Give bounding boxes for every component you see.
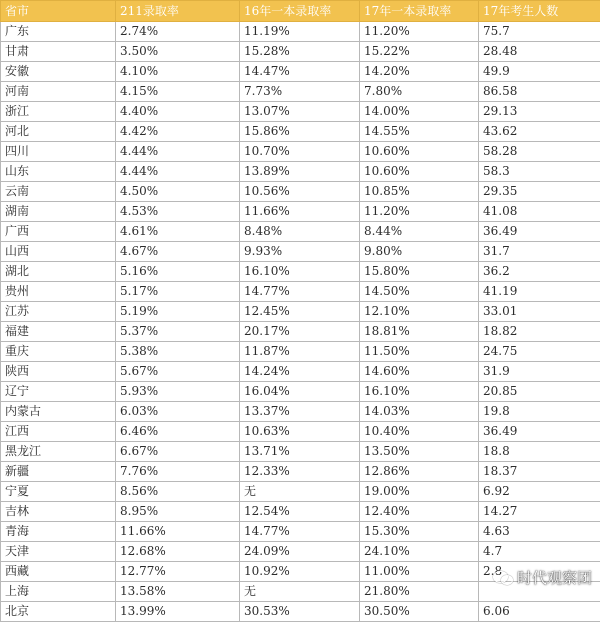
rate-2017-cell: 21.80%	[360, 582, 479, 602]
examinees-cell: 43.62	[479, 122, 600, 142]
rate-2017-cell: 24.10%	[360, 542, 479, 562]
rate-2017-cell: 7.80%	[360, 82, 479, 102]
rate-211-cell: 12.77%	[116, 562, 240, 582]
rate-211-cell: 8.95%	[116, 502, 240, 522]
rate-2016-cell: 9.93%	[240, 242, 360, 262]
rate-2016-cell: 12.33%	[240, 462, 360, 482]
rate-211-cell: 7.76%	[116, 462, 240, 482]
rate-211-cell: 5.17%	[116, 282, 240, 302]
rate-2017-cell: 11.20%	[360, 202, 479, 222]
table-row	[1, 182, 600, 202]
rate-2017-cell: 18.81%	[360, 322, 479, 342]
examinees-cell: 58.3	[479, 162, 600, 182]
rate-2016-cell: 12.54%	[240, 502, 360, 522]
province-cell: 河南	[1, 82, 116, 102]
rate-211-cell: 13.58%	[116, 582, 240, 602]
rate-2016-cell: 13.07%	[240, 102, 360, 122]
table-row	[1, 82, 600, 102]
province-cell: 天津	[1, 542, 116, 562]
rate-2016-cell: 7.73%	[240, 82, 360, 102]
column-header: 16年一本录取率	[240, 1, 360, 22]
province-cell: 宁夏	[1, 482, 116, 502]
rate-2016-cell: 无	[240, 582, 360, 602]
rate-2016-cell: 24.09%	[240, 542, 360, 562]
province-cell: 西藏	[1, 562, 116, 582]
rate-211-cell: 4.10%	[116, 62, 240, 82]
examinees-cell: 49.9	[479, 62, 600, 82]
watermark-text: 时代观察团	[517, 567, 592, 588]
examinees-cell: 19.8	[479, 402, 600, 422]
rate-2016-cell: 20.17%	[240, 322, 360, 342]
table-row	[1, 302, 600, 322]
rate-2016-cell: 11.87%	[240, 342, 360, 362]
rate-2017-cell: 30.50%	[360, 602, 479, 622]
table-row	[1, 442, 600, 462]
rate-2017-cell: 10.40%	[360, 422, 479, 442]
rate-2017-cell: 9.80%	[360, 242, 479, 262]
rate-2016-cell: 14.24%	[240, 362, 360, 382]
examinees-cell: 75.7	[479, 22, 600, 42]
examinees-cell: 18.82	[479, 322, 600, 342]
rate-211-cell: 2.74%	[116, 22, 240, 42]
province-cell: 福建	[1, 322, 116, 342]
rate-2017-cell: 10.60%	[360, 162, 479, 182]
province-cell: 安徽	[1, 62, 116, 82]
table-row	[1, 402, 600, 422]
rate-2017-cell: 13.50%	[360, 442, 479, 462]
examinees-cell: 24.75	[479, 342, 600, 362]
province-cell: 青海	[1, 522, 116, 542]
rate-2016-cell: 13.71%	[240, 442, 360, 462]
rate-2017-cell: 19.00%	[360, 482, 479, 502]
province-cell: 广西	[1, 222, 116, 242]
rate-2016-cell: 11.66%	[240, 202, 360, 222]
examinees-cell: 18.8	[479, 442, 600, 462]
rate-2017-cell: 14.00%	[360, 102, 479, 122]
table-row	[1, 242, 600, 262]
table-body	[1, 22, 600, 622]
column-header: 17年一本录取率	[360, 1, 479, 22]
rate-211-cell: 4.61%	[116, 222, 240, 242]
examinees-cell: 31.9	[479, 362, 600, 382]
rate-2016-cell: 无	[240, 482, 360, 502]
examinees-cell: 36.49	[479, 422, 600, 442]
examinees-cell: 18.37	[479, 462, 600, 482]
rate-211-cell: 4.53%	[116, 202, 240, 222]
rate-2017-cell: 15.80%	[360, 262, 479, 282]
examinees-cell: 86.58	[479, 82, 600, 102]
province-cell: 河北	[1, 122, 116, 142]
table-row	[1, 542, 600, 562]
rate-2017-cell: 14.55%	[360, 122, 479, 142]
rate-2017-cell: 10.60%	[360, 142, 479, 162]
province-cell: 山东	[1, 162, 116, 182]
rate-211-cell: 11.66%	[116, 522, 240, 542]
table-row	[1, 282, 600, 302]
examinees-cell: 41.08	[479, 202, 600, 222]
examinees-cell: 33.01	[479, 302, 600, 322]
rate-2016-cell: 10.70%	[240, 142, 360, 162]
table-header	[1, 1, 600, 22]
province-cell: 贵州	[1, 282, 116, 302]
table-row	[1, 222, 600, 242]
province-cell: 广东	[1, 22, 116, 42]
rate-2016-cell: 15.86%	[240, 122, 360, 142]
table-row	[1, 502, 600, 522]
rate-2016-cell: 12.45%	[240, 302, 360, 322]
wechat-icon	[493, 569, 513, 586]
rate-2016-cell: 10.63%	[240, 422, 360, 442]
table-row	[1, 602, 600, 622]
rate-211-cell: 5.37%	[116, 322, 240, 342]
rate-211-cell: 4.40%	[116, 102, 240, 122]
table-row	[1, 22, 600, 42]
province-cell: 北京	[1, 602, 116, 622]
rate-2016-cell: 14.47%	[240, 62, 360, 82]
rate-2017-cell: 14.20%	[360, 62, 479, 82]
province-cell: 重庆	[1, 342, 116, 362]
table-row	[1, 382, 600, 402]
column-header: 211录取率	[116, 1, 240, 22]
rate-211-cell: 4.44%	[116, 162, 240, 182]
table-row	[1, 102, 600, 122]
province-cell: 辽宁	[1, 382, 116, 402]
rate-2016-cell: 13.37%	[240, 402, 360, 422]
rate-211-cell: 5.67%	[116, 362, 240, 382]
examinees-cell: 6.06	[479, 602, 600, 622]
examinees-cell: 14.27	[479, 502, 600, 522]
table-row	[1, 522, 600, 542]
rate-211-cell: 4.50%	[116, 182, 240, 202]
rate-211-cell: 5.38%	[116, 342, 240, 362]
province-cell: 四川	[1, 142, 116, 162]
examinees-cell: 2.8	[479, 562, 600, 582]
rate-211-cell: 5.16%	[116, 262, 240, 282]
table-row	[1, 262, 600, 282]
rate-211-cell: 3.50%	[116, 42, 240, 62]
rate-2017-cell: 12.10%	[360, 302, 479, 322]
table-row	[1, 162, 600, 182]
rate-2017-cell: 16.10%	[360, 382, 479, 402]
examinees-cell: 28.48	[479, 42, 600, 62]
province-cell: 内蒙古	[1, 402, 116, 422]
rate-211-cell: 4.67%	[116, 242, 240, 262]
rate-2017-cell: 14.03%	[360, 402, 479, 422]
examinees-cell: 58.28	[479, 142, 600, 162]
table-row	[1, 462, 600, 482]
examinees-cell: 4.7	[479, 542, 600, 562]
table-row	[1, 42, 600, 62]
rate-2016-cell: 14.77%	[240, 522, 360, 542]
rate-2016-cell: 16.04%	[240, 382, 360, 402]
rate-211-cell: 5.19%	[116, 302, 240, 322]
rate-2016-cell: 16.10%	[240, 262, 360, 282]
table-row	[1, 142, 600, 162]
province-cell: 上海	[1, 582, 116, 602]
examinees-cell: 41.19	[479, 282, 600, 302]
rate-211-cell: 4.44%	[116, 142, 240, 162]
rate-211-cell: 4.42%	[116, 122, 240, 142]
rate-2017-cell: 11.50%	[360, 342, 479, 362]
table-row	[1, 122, 600, 142]
rate-2017-cell: 8.44%	[360, 222, 479, 242]
rate-2017-cell: 10.85%	[360, 182, 479, 202]
rate-2016-cell: 8.48%	[240, 222, 360, 242]
examinees-cell: 4.63	[479, 522, 600, 542]
province-cell: 陕西	[1, 362, 116, 382]
examinees-cell: 6.92	[479, 482, 600, 502]
table-row	[1, 322, 600, 342]
rate-211-cell: 6.03%	[116, 402, 240, 422]
table-row	[1, 62, 600, 82]
table-row	[1, 422, 600, 442]
province-cell: 吉林	[1, 502, 116, 522]
rate-2016-cell: 11.19%	[240, 22, 360, 42]
rate-2017-cell: 14.60%	[360, 362, 479, 382]
rate-211-cell: 8.56%	[116, 482, 240, 502]
rate-2016-cell: 13.89%	[240, 162, 360, 182]
examinees-cell: 36.49	[479, 222, 600, 242]
examinees-cell: 20.85	[479, 382, 600, 402]
rate-211-cell: 12.68%	[116, 542, 240, 562]
rate-211-cell: 6.67%	[116, 442, 240, 462]
province-cell: 黑龙江	[1, 442, 116, 462]
rate-2017-cell: 15.22%	[360, 42, 479, 62]
rate-211-cell: 6.46%	[116, 422, 240, 442]
rate-2017-cell: 12.40%	[360, 502, 479, 522]
table-row	[1, 362, 600, 382]
province-cell: 山西	[1, 242, 116, 262]
rate-2016-cell: 30.53%	[240, 602, 360, 622]
province-cell: 甘肃	[1, 42, 116, 62]
rate-2016-cell: 10.56%	[240, 182, 360, 202]
province-cell: 江西	[1, 422, 116, 442]
table-row	[1, 342, 600, 362]
rate-2017-cell: 11.00%	[360, 562, 479, 582]
province-cell: 湖北	[1, 262, 116, 282]
table-row	[1, 482, 600, 502]
rate-2016-cell: 14.77%	[240, 282, 360, 302]
table-row	[1, 202, 600, 222]
header-row	[1, 1, 600, 22]
examinees-cell: 29.13	[479, 102, 600, 122]
rate-2017-cell: 15.30%	[360, 522, 479, 542]
rate-2017-cell: 12.86%	[360, 462, 479, 482]
watermark	[493, 567, 592, 588]
rate-211-cell: 4.15%	[116, 82, 240, 102]
rate-211-cell: 5.93%	[116, 382, 240, 402]
province-cell: 湖南	[1, 202, 116, 222]
province-cell: 新疆	[1, 462, 116, 482]
rate-2017-cell: 11.20%	[360, 22, 479, 42]
province-cell: 浙江	[1, 102, 116, 122]
province-cell: 江苏	[1, 302, 116, 322]
rate-2016-cell: 15.28%	[240, 42, 360, 62]
examinees-cell: 31.7	[479, 242, 600, 262]
rate-2016-cell: 10.92%	[240, 562, 360, 582]
rate-2017-cell: 14.50%	[360, 282, 479, 302]
examinees-cell: 29.35	[479, 182, 600, 202]
examinees-cell: 36.2	[479, 262, 600, 282]
column-header: 17年考生人数	[479, 1, 600, 22]
column-header: 省市	[1, 1, 116, 22]
rate-211-cell: 13.99%	[116, 602, 240, 622]
province-cell: 云南	[1, 182, 116, 202]
